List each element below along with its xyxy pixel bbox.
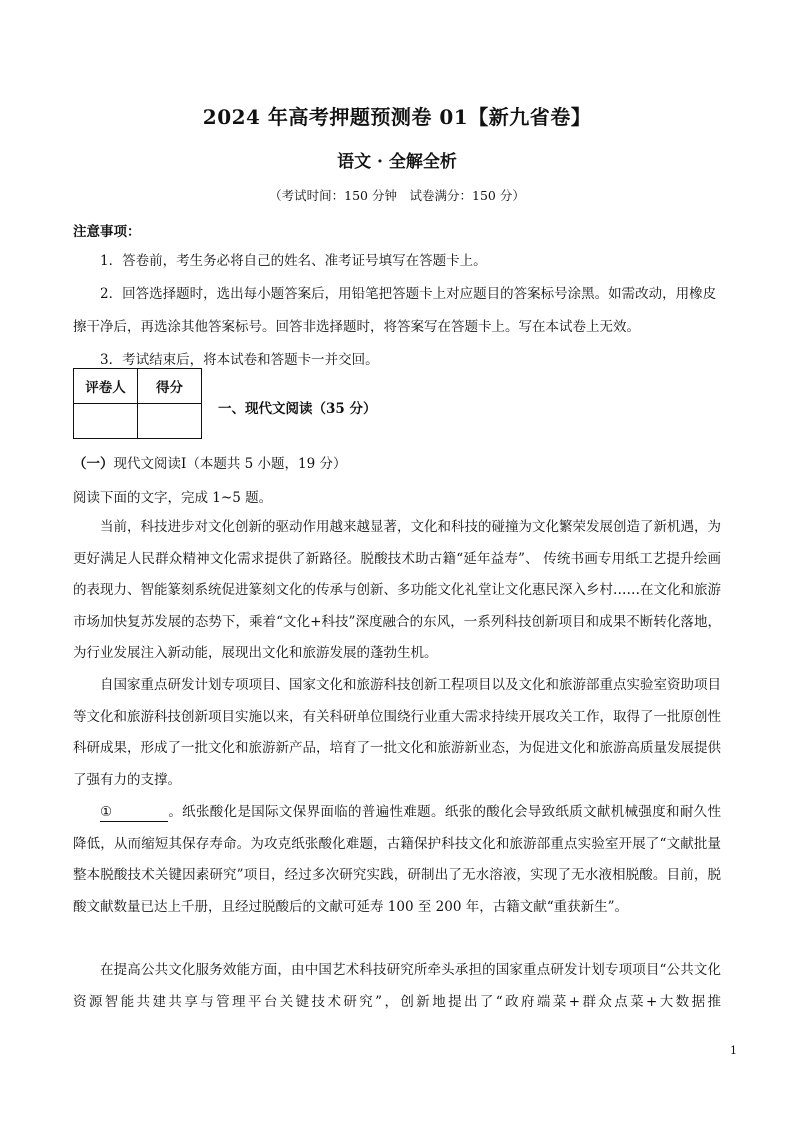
passage-paragraph-3 [73, 797, 721, 923]
part-title: 现代文阅读Ⅰ（本题共 5 小题，19 分） [113, 456, 347, 472]
notice-item-2: 2．回答选择题时，选出每小题答案后，用铅笔把答题卡上对应题目的答案标号涂黑。如需改动，用橡皮擦干净后，再选涂其他答案标号。回答非选择题时，将答案写在答题卡上。写在本试卷上无效。 [73, 286, 717, 335]
passage-paragraph-2 [73, 670, 721, 796]
notice-list [73, 245, 721, 377]
notice-item-1: 1．答卷前，考生务必将自己的姓名、准考证号填写在答题卡上。 [100, 253, 487, 269]
paragraph-text: 自国家重点研发计划专项项目、国家文化和旅游科技创新工程项目以及文化和旅游部重点实验室资助项目等文化和旅游科技创新项目实施以来，有关科研单位围绕行业重大需求持续开展攻关工作，取得了一批原创性科研成果，形成了一批文化和旅游新产品，培育了一批文化和旅游新业态，为促进文化和旅游高质量发展提供了强有力的支撑。 [73, 677, 721, 788]
section-heading: 一、现代文阅读（35 分） [218, 401, 377, 417]
grader-label: 评卷人 [74, 369, 138, 404]
notice-item-3: 3．考试结束后，将本试卷和答题卡一并交回。 [100, 352, 379, 368]
fill-blank-1: ① [100, 803, 168, 822]
score-table [73, 368, 202, 439]
paragraph-text [73, 797, 721, 923]
paragraph-text: 当前，科技进步对文化创新的驱动作用越来越显著，文化和科技的碰撞为文化繁荣发展创造了新机遇，为更好满足人民群众精神文化需求提供了新路径。脱酸技术助古籍“延年益寿”、 传统书画专用纸工艺提升绘画的表现力、智能篆刻系统促进篆刻文化的传承与创新、多功能文化礼堂让文化惠民深入乡村……在文化和旅游市场加快复苏发展的态势下，乘着“文化+科技”深度融合的东风，一系列科技创新项目和成果不断转化落地，为行业发展注入新动能，展现出文化和旅游发展的蓬勃生机。 [73, 519, 721, 661]
document-subtitle: 语文 · 全解全析 [337, 152, 457, 172]
page-number: 1 [730, 1044, 737, 1057]
passage-paragraph-4 [73, 955, 721, 1018]
paragraph-body: 。纸张酸化是国际文保界面临的普遍性难题。纸张的酸化会导致纸质文献机械强度和耐久性降低，从而缩短其保存寿命。为攻克纸张酸化难题，古籍保护科技文化和旅游部重点实验室开展了“文献批量整本脱酸技术关键因素研究”项目，经过多次研究实践，研制出了无水溶液，实现了无水液相脱酸。目前，脱酸文献数量已达上千册，且经过脱酸后的文献可延寿 100 至 200 年，古籍文献“重获新生”。 [73, 804, 721, 915]
part-label: （一） [73, 456, 114, 472]
paragraph-text: 在提高公共文化服务效能方面，由中国艺术科技研究所牵头承担的国家重点研发计划专项项目“公共文化资源智能共建共享与管理平台关键技术研究”，创新地提出了“政府端菜+群众点菜+大数据推 [73, 962, 721, 1010]
document-title: 2024 年高考押题预测卷 01【新九省卷】 [202, 105, 592, 129]
reading-instruction: 阅读下面的文字，完成 1~5 题。 [73, 490, 273, 506]
notice-title: 注意事项： [73, 224, 141, 240]
passage-paragraph-1 [73, 512, 721, 670]
exam-info: （考试时间：150 分钟 试卷满分：150 分） [269, 188, 525, 203]
part-heading [73, 452, 346, 472]
grader-cell [74, 404, 138, 439]
score-label: 得分 [138, 369, 202, 404]
score-cell [138, 404, 202, 439]
